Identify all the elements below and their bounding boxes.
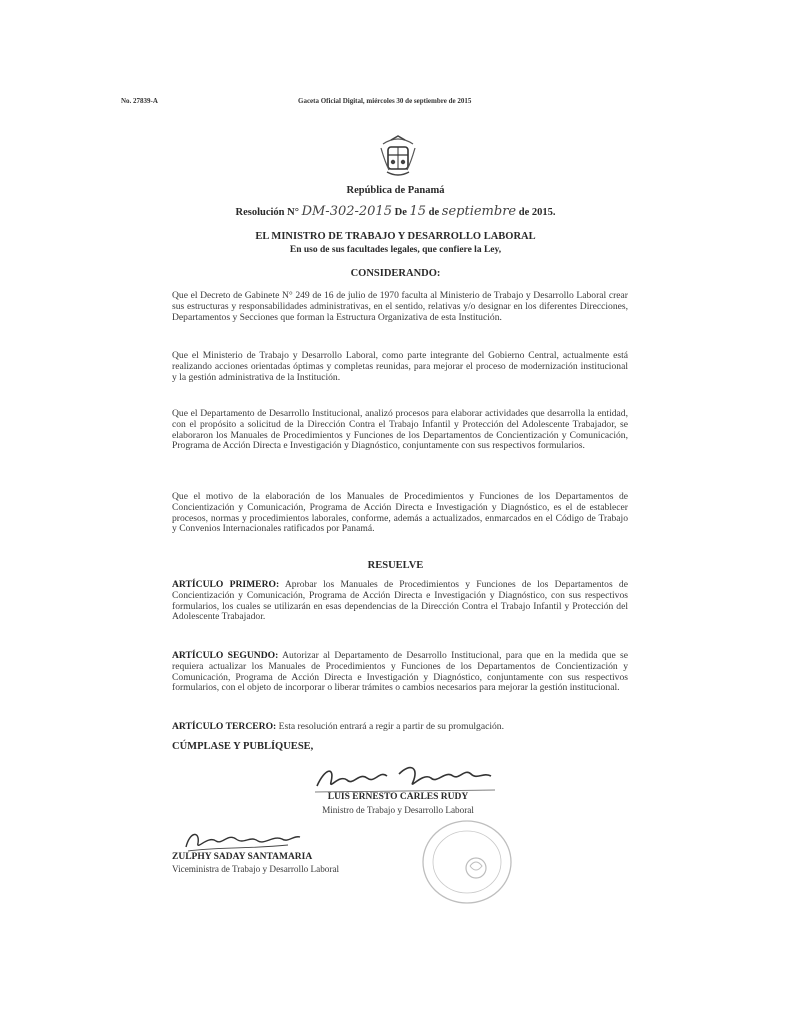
gazette-number: No. 27839-A <box>121 97 158 105</box>
resolution-de-2: de <box>428 207 440 218</box>
considerando-heading: CONSIDERANDO: <box>350 268 441 279</box>
considerando-paragraph-4: Que el motivo de la elaboración de los Manuales de Procedimientos y Funciones de los Departamentos de Concientización y Comunicación, Programa de Acción Directa e Investigación y Diagnóstico, es el de establecer procesos, normas y procedimientos laborales, conforme, además a actualizados, enmarcados en el Código de Trabajo y Convenios Internacionales ratificados por Panamá. <box>172 491 628 535</box>
official-seal-icon <box>418 816 516 908</box>
resolution-year: de 2015. <box>518 207 556 218</box>
resolution-de-1: De <box>394 207 407 218</box>
article-3-text: Esta resolución entrará a regir a partir de su promulgación. <box>278 721 505 732</box>
coat-of-arms-icon <box>377 134 419 180</box>
considerando-paragraph-1: Que el Decreto de Gabinete N° 249 de 16 de julio de 1970 faculta al Ministerio de Trabajo y Desarrollo Laboral crear sus estructuras y responsabilidades administrativas, en el sentido, relativas y/o designar en los diferentes Direcciones, Departamentos y Secciones que forman la Estructura Organizativa de esta Institución. <box>172 290 628 323</box>
article-3 <box>172 722 628 733</box>
article-2-text: Autorizar al Departamento de Desarrollo Institucional, para que en la medida que se requiera actualizar los Manuales de Procedimientos y Funciones de los Departamentos de Concientización y Comunicación, Programa de Acción Directa e Investigación y Diagnóstico, conjuntamente con sus respectivos formularios, con el objeto de incorporar o liberar trámites o cambios necesarios para mejorar la gestión institucional. <box>172 650 628 694</box>
resolution-day: 15 <box>409 204 427 219</box>
article-3-label: ARTÍCULO TERCERO: <box>172 721 277 732</box>
considerando-paragraph-2: Que el Ministerio de Trabajo y Desarrollo Laboral, como parte integrante del Gobierno Central, actualmente está realizando acciones orientadas óptimas y completas reunidas, para mejorar el proceso de modernización institucional y la gestión administrativa de la Institución. <box>172 350 628 383</box>
viceminister-role: Viceministra de Trabajo y Desarrollo Laboral <box>172 864 340 874</box>
article-1-text: Aprobar los Manuales de Procedimientos y Funciones de los Departamentos de Concientización y Comunicación, Programa de Acción Directa e Investigación y Diagnóstico, con sus respectivos formularios, los cuales se utilizarán en esas dependencias de la Dirección Contra el Trabajo Infantil y Protección del Adolescente Trabajador. <box>172 579 628 623</box>
considerando-paragraph-3: Que el Departamento de Desarrollo Institucional, analizó procesos para elaborar actividades que desarrolla la entidad, con el propósito a solicitud de la Dirección Contra el Trabajo Infantil y Protección del Adolescente Trabajador, se elaboraron los Manuales de Procedimientos y Funciones de los Departamentos de Concientización y Comunicación, Programa de Acción Directa e Investigación y Diagnóstico, conjuntamente con sus respectivos formularios. <box>172 408 628 452</box>
resolution-line <box>0 204 791 219</box>
article-1-label: ARTÍCULO PRIMERO: <box>172 579 280 590</box>
article-1 <box>172 580 628 623</box>
republic-title: República de Panamá <box>346 185 445 196</box>
resolution-month: septiembre <box>441 204 517 219</box>
resolution-number: DM-302-2015 <box>301 204 392 219</box>
article-2-label: ARTÍCULO SEGUNDO: <box>172 650 279 661</box>
minister-name: LUIS ERNESTO CARLES RUDY <box>327 792 469 802</box>
signature-viceminister-icon <box>178 825 308 855</box>
closing-statement: CÚMPLASE Y PUBLÍQUESE, <box>172 741 314 752</box>
resolution-prefix: Resolución N° <box>235 207 299 218</box>
gazette-title: Gaceta Oficial Digital, miércoles 30 de septiembre de 2015 <box>298 97 472 105</box>
minister-role: Ministro de Trabajo y Desarrollo Laboral <box>322 805 474 815</box>
article-2 <box>172 651 628 694</box>
ministry-title: EL MINISTRO DE TRABAJO Y DESARROLLO LABORAL <box>255 231 536 242</box>
resuelve-heading: RESUELVE <box>367 560 424 571</box>
viceminister-name: ZULPHY SADAY SANTAMARIA <box>172 852 313 862</box>
ministry-subtitle: En uso de sus facultades legales, que confiere la Ley, <box>289 245 502 255</box>
